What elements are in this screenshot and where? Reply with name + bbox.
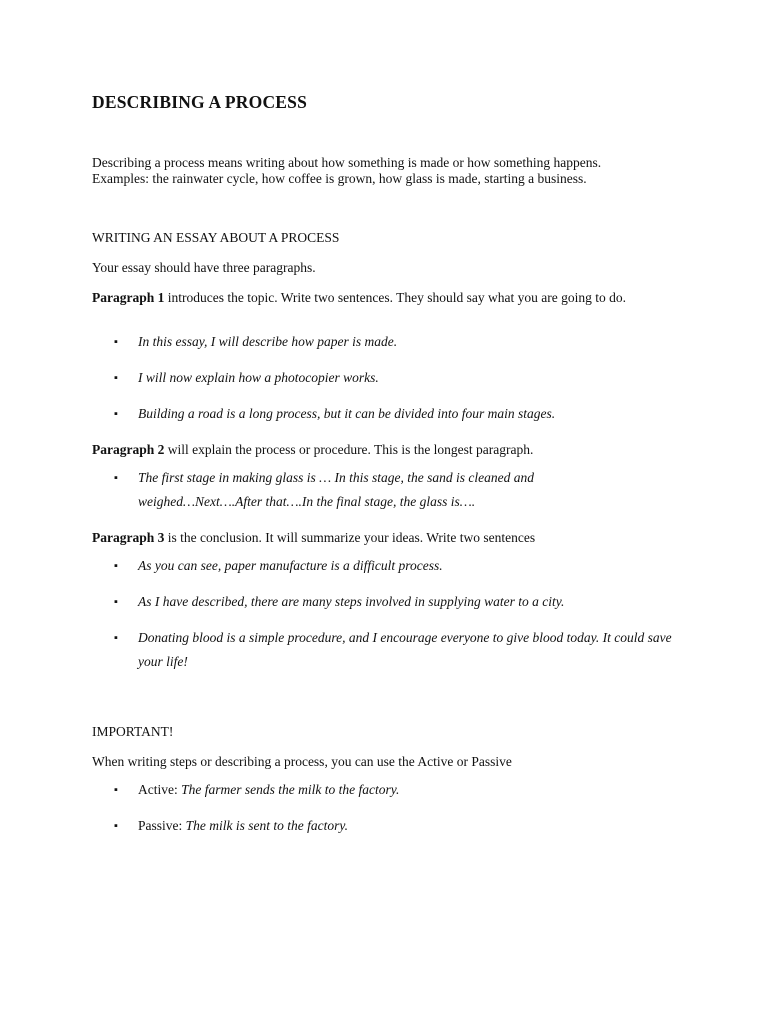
bullet-icon: ▪ xyxy=(114,336,118,348)
paragraph-1-text: introduces the topic. Write two sentences. They should say what you are going to do. xyxy=(164,290,626,305)
list-item xyxy=(114,590,674,614)
list-item xyxy=(114,626,674,674)
passive-example-list xyxy=(114,814,674,838)
example-text: As I have described, there are many steps involved in supplying water to a city. xyxy=(138,594,565,609)
paragraph-1-label: Paragraph 1 xyxy=(92,290,165,305)
important-heading: IMPORTANT! xyxy=(92,724,174,739)
list-item xyxy=(114,402,674,426)
example-text: Building a road is a long process, but it can be divided into four main stages. xyxy=(138,406,556,421)
active-example-list xyxy=(114,778,674,802)
passive-example: The milk is sent to the factory. xyxy=(185,818,348,833)
active-label: Active: xyxy=(138,782,182,797)
paragraph-2-examples xyxy=(114,466,594,514)
bullet-icon: ▪ xyxy=(114,560,118,572)
example-text: I will now explain how a photocopier works. xyxy=(138,370,379,385)
list-item xyxy=(114,366,674,390)
paragraph-3-examples xyxy=(114,554,674,578)
bullet-icon: ▪ xyxy=(114,372,118,384)
document-title: DESCRIBING A PROCESS xyxy=(92,92,308,112)
intro-line-2: Examples: the rainwater cycle, how coffee is grown, how glass is made, starting a business. xyxy=(92,171,587,186)
bullet-icon: ▪ xyxy=(114,820,118,832)
bullet-icon: ▪ xyxy=(114,632,118,644)
paragraph-3-examples-2 xyxy=(114,590,674,614)
paragraph-3-label: Paragraph 3 xyxy=(92,530,165,545)
active-example: The farmer sends the milk to the factory. xyxy=(181,782,400,797)
paragraph-1-examples-3 xyxy=(114,402,674,426)
list-item xyxy=(114,814,674,838)
paragraph-3-text: is the conclusion. It will summarize your ideas. Write two sentences xyxy=(164,530,536,545)
paragraph-2-text: will explain the process or procedure. This is the longest paragraph. xyxy=(164,442,534,457)
example-text: Donating blood is a simple procedure, and I encourage everyone to give blood today. It could save your life! xyxy=(138,630,672,669)
bullet-icon: ▪ xyxy=(114,408,118,420)
important-text: When writing steps or describing a process, you can use the Active or Passive xyxy=(92,754,512,769)
passive-label: Passive: xyxy=(138,818,186,833)
example-text: The first stage in making glass is … In this stage, the sand is cleaned and weighed…Next….After that….In the final stage, the glass is…. xyxy=(138,470,534,509)
paragraph-1-examples-2 xyxy=(114,366,674,390)
list-item xyxy=(114,554,674,578)
bullet-icon: ▪ xyxy=(114,472,118,484)
list-item xyxy=(114,466,594,514)
paragraph-1-description xyxy=(92,290,682,306)
example-text: As you can see, paper manufacture is a difficult process. xyxy=(138,558,443,573)
intro-paragraph xyxy=(92,155,692,187)
paragraph-3-description xyxy=(92,530,682,546)
example-text: In this essay, I will describe how paper is made. xyxy=(138,334,398,349)
essay-heading: WRITING AN ESSAY ABOUT A PROCESS xyxy=(92,230,340,245)
bullet-icon: ▪ xyxy=(114,596,118,608)
bullet-icon: ▪ xyxy=(114,784,118,796)
paragraph-1-examples xyxy=(114,330,674,354)
paragraph-2-description xyxy=(92,442,682,458)
paragraph-2-label: Paragraph 2 xyxy=(92,442,165,457)
intro-line-1: Describing a process means writing about how something is made or how something happens. xyxy=(92,155,602,170)
paragraph-3-examples-3 xyxy=(114,626,674,674)
list-item xyxy=(114,330,674,354)
three-paragraphs-note: Your essay should have three paragraphs. xyxy=(92,260,316,275)
list-item xyxy=(114,778,674,802)
